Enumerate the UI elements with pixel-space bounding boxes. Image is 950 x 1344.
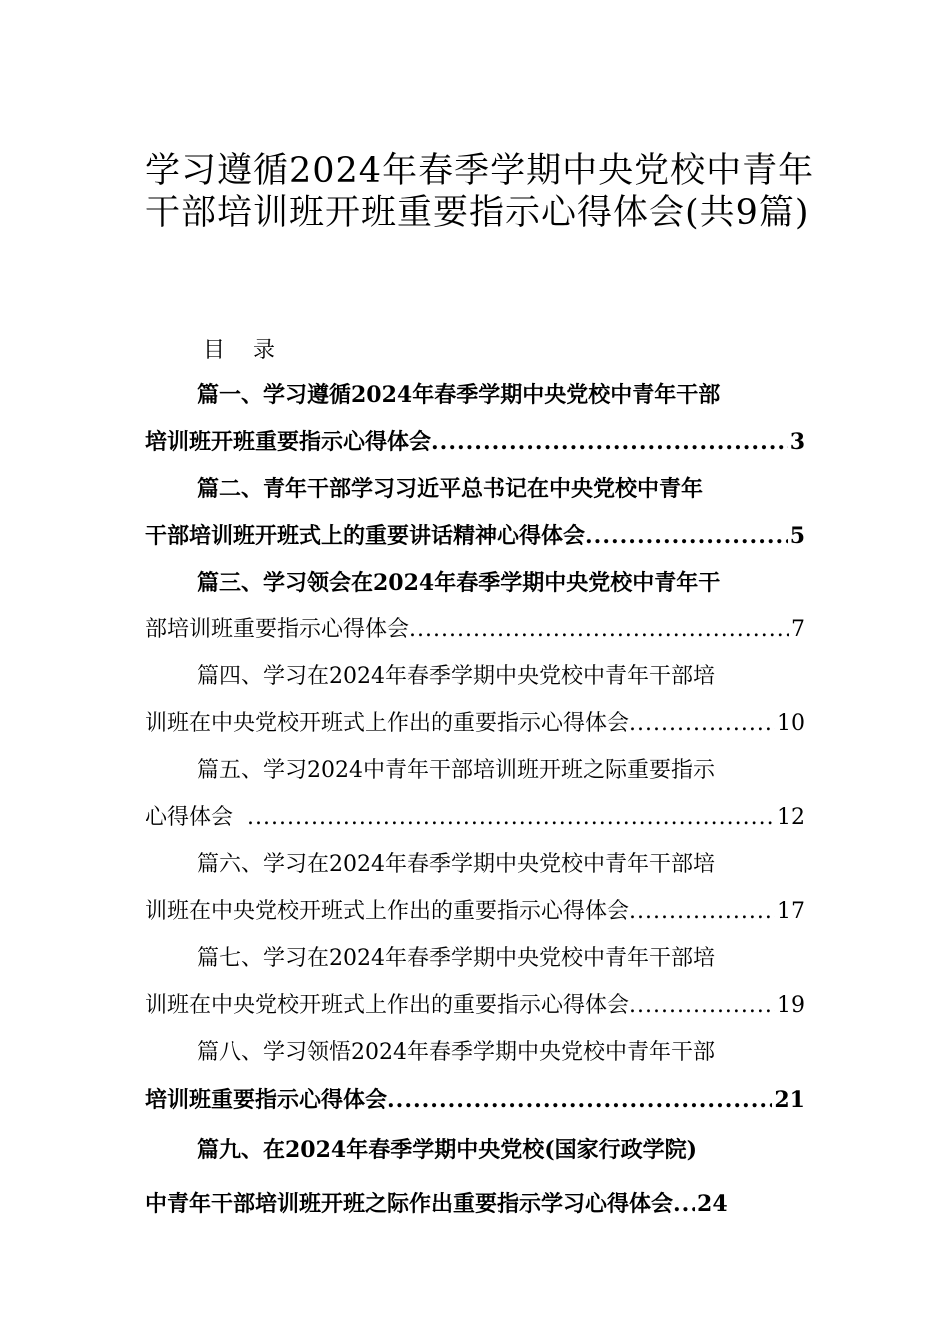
- toc-page-number: 19: [777, 993, 805, 1018]
- toc-entry-title-cont: 训班在中央党校开班式上作出的重要指示心得体会: [145, 899, 630, 924]
- page-title: 学习遵循2024年春季学期中央党校中青年干部培训班开班重要指示心得体会(共9篇): [145, 151, 815, 233]
- toc-entry-4[interactable]: [145, 654, 805, 748]
- toc-entry-title-cont: 培训班开班重要指示心得体会: [145, 429, 432, 455]
- toc-page-number: 3: [789, 429, 805, 455]
- toc-entry-6[interactable]: [145, 842, 805, 936]
- toc-entry-title-cont: 训班在中央党校开班式上作出的重要指示心得体会: [145, 993, 630, 1018]
- toc-entry-title-cont: 干部培训班开班式上的重要讲话精神心得体会: [145, 523, 586, 549]
- toc-heading: [203, 333, 275, 364]
- toc-entry-title-cont: 培训班重要指示心得体会: [145, 1087, 388, 1113]
- toc-leader-dots: [409, 606, 789, 654]
- toc-page-number: 5: [789, 523, 805, 549]
- toc-heading-char-2: 录: [253, 338, 276, 363]
- toc-entry-title: 篇七、学习在2024年春季学期中央党校中青年干部培: [197, 946, 715, 971]
- toc-leader-dots: [673, 1180, 695, 1228]
- toc-page-number: 12: [777, 805, 805, 830]
- toc-page-number: 24: [697, 1191, 728, 1217]
- toc-entry-title-cont: 中青年干部培训班开班之际作出重要指示学习心得体会: [145, 1191, 674, 1217]
- toc-entry-7[interactable]: [145, 936, 805, 1030]
- toc-entry-5[interactable]: [145, 748, 805, 842]
- toc-entry-3[interactable]: [145, 560, 805, 654]
- toc-entry-title: 篇二、青年干部学习习近平总书记在中央党校中青年: [197, 476, 704, 502]
- toc-entry-2[interactable]: [145, 466, 805, 560]
- toc-leader-dots: [629, 700, 775, 748]
- toc-leader-dots: [387, 1076, 772, 1124]
- toc-leader-dots: [431, 418, 788, 466]
- toc-entry-title: 篇八、学习领悟2024年春季学期中央党校中青年干部: [197, 1040, 715, 1065]
- toc-entry-title: 篇六、学习在2024年春季学期中央党校中青年干部培: [197, 852, 715, 877]
- toc-entry-title: 篇九、在2024年春季学期中央党校(国家行政学院): [197, 1137, 698, 1163]
- toc-entry-title-cont: 训班在中央党校开班式上作出的重要指示心得体会: [145, 711, 630, 736]
- toc-entry-title: 篇三、学习领会在2024年春季学期中央党校中青年干: [197, 570, 721, 596]
- toc-entry-title: 篇一、学习遵循2024年春季学期中央党校中青年干部: [197, 382, 721, 408]
- toc-entry-9[interactable]: [145, 1124, 805, 1228]
- toc-leader-dots: [585, 512, 788, 560]
- toc-page-number: 10: [777, 711, 805, 736]
- toc-page-number: 7: [791, 617, 805, 642]
- toc-entry-1[interactable]: [145, 372, 805, 466]
- toc-leader-dots: [629, 888, 775, 936]
- toc-heading-char-1: 目: [203, 338, 226, 363]
- toc-page-number: 21: [774, 1087, 805, 1113]
- toc-leader-dots: [629, 982, 775, 1030]
- toc-entry-title: 篇五、学习2024中青年干部培训班开班之际重要指示: [197, 758, 715, 783]
- toc-entry-8[interactable]: [145, 1030, 805, 1124]
- toc-leader-dots: [233, 794, 775, 842]
- toc-entry-title: 篇四、学习在2024年春季学期中央党校中青年干部培: [197, 664, 715, 689]
- toc-entry-title-cont: 部培训班重要指示心得体会: [145, 617, 410, 642]
- table-of-contents: [145, 372, 805, 1228]
- toc-page-number: 17: [777, 899, 805, 924]
- toc-entry-title-cont: 心得体会: [145, 805, 234, 830]
